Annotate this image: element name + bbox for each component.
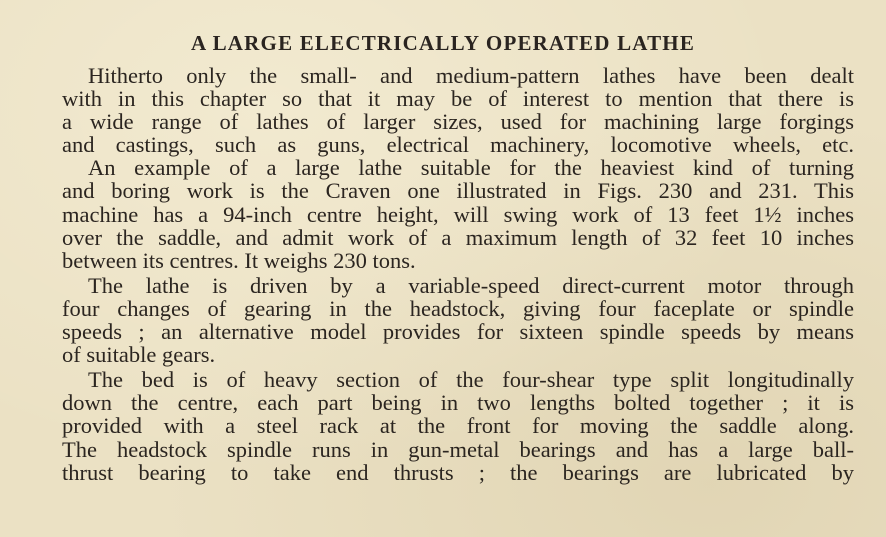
paragraph-4-line-4: The headstock spindle runs in gun-metal bearings and has a large ball-: [62, 436, 854, 462]
paragraph-1-line-2: with in this chapter so that it may be of interest to mention that there is: [62, 86, 854, 112]
paragraph-3-line-1: The lathe is driven by a variable-speed direct-current motor through: [88, 272, 854, 298]
paragraph-1-line-1: Hitherto only the small- and medium-pattern lathes have been dealt: [88, 63, 854, 88]
paragraph-3-line-2: four changes of gearing in the headstock, giving four faceplate or spindle: [62, 295, 854, 321]
paragraph-2-line-2: and boring work is the Craven one illustrated in Figs. 230 and 231. This: [62, 178, 854, 204]
paragraph-1-line-4: and castings, such as guns, electrical machinery, locomotive wheels, etc.: [62, 132, 854, 158]
paragraph-2-line-5: between its centres. It weighs 230 tons.: [62, 247, 416, 273]
paragraph-2-line-1: An example of a large lathe suitable for the heaviest kind of turning: [88, 155, 854, 181]
paragraph-4-line-3: provided with a steel rack at the front for moving the saddle along.: [62, 413, 854, 439]
paragraph-2-line-3: machine has a 94-inch centre height, will swing work of 13 feet 1½ inches: [62, 201, 854, 227]
paragraph-4-line-1: The bed is of heavy section of the four-shear type split longitudinally: [88, 367, 854, 393]
paragraph-4-line-5: thrust bearing to take end thrusts ; the bearings are lubricated by: [62, 459, 854, 485]
body-text: [62, 64, 854, 484]
paragraph-2-line-4: over the saddle, and admit work of a maximum length of 32 feet 10 inches: [62, 224, 854, 250]
paragraph-3-line-4: of suitable gears.: [62, 342, 216, 368]
section-heading: A LARGE ELECTRICALLY OPERATED LATHE: [190, 31, 696, 55]
paragraph-1-line-3: a wide range of lathes of larger sizes, used for machining large forgings: [62, 109, 854, 135]
paragraph-3-line-3: speeds ; an alternative model provides for sixteen spindle speeds by means: [62, 319, 854, 345]
paragraph-4-line-2: down the centre, each part being in two lengths bolted together ; it is: [62, 390, 854, 416]
